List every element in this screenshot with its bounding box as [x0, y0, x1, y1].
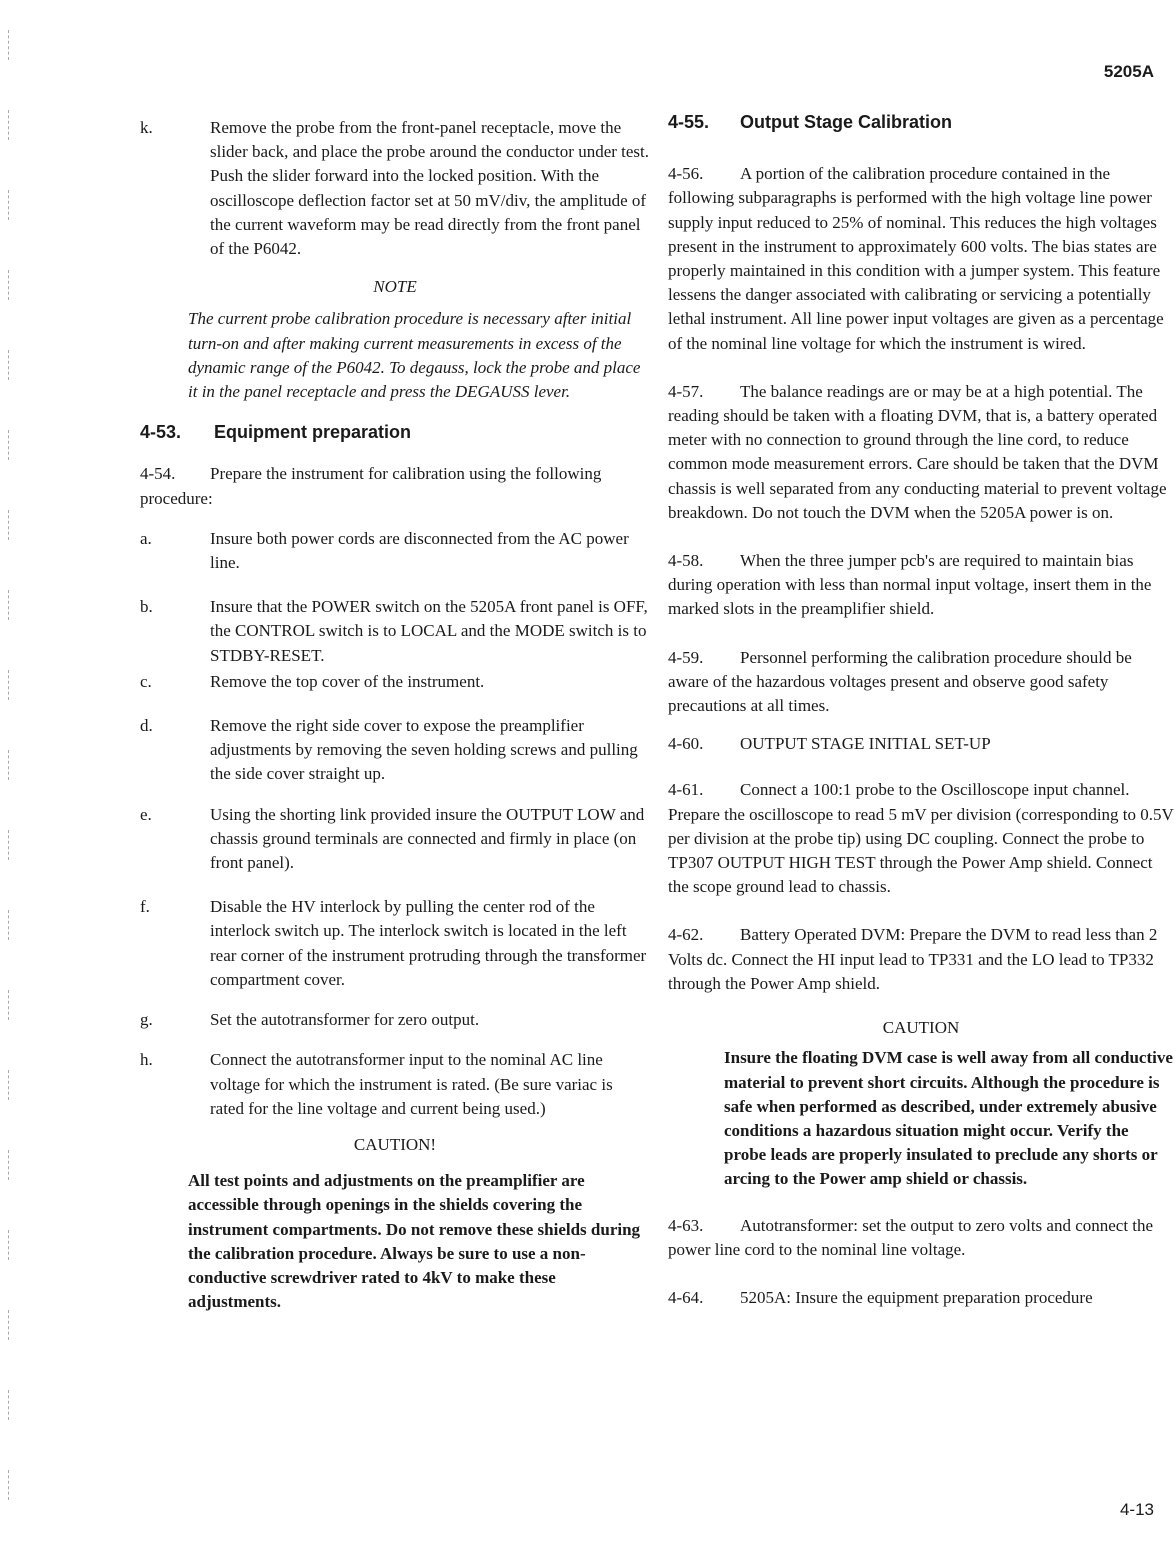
step-text: Remove the right side cover to expose the preamplifier adjustments by removing the seven holding screws and pulling the side cover straight up. [210, 716, 638, 784]
section-title: Equipment preparation [214, 422, 412, 443]
paragraph-number: 4-61. [668, 780, 704, 800]
caution-text: All test points and adjustments on the preamplifier are accessible through openings in the shields covering the instrument compartments. Do not remove these shields during the calibration procedure. Always be sure to use a non-conductive screwdriver rated to 4kV to make these adjustments. [188, 1171, 641, 1312]
paragraph-text: Battery Operated DVM: Prepare the DVM to read less than 2 Volts dc. Connect the HI input lead to TP331 and the LO lead to TP332 through the Power Amp shield. [668, 925, 1158, 993]
step-text: Connect the autotransformer input to the nominal AC line voltage for which the instrument is rated. (Be sure variac is rated for the line voltage and current being used.) [210, 1050, 613, 1118]
paragraph-4-59 [668, 646, 1174, 719]
caution-text: Insure the floating DVM case is well away from all conductive material to prevent short circuits. Although the procedure is safe when performed as described, under extremely abusive conditions a hazardous situation might occur. Verify the probe leads are properly insulated to preclude any shorts or arcing to the Power amp shield or chassis. [724, 1048, 1173, 1189]
step-g [140, 1008, 650, 1032]
paragraph-text: Personnel performing the calibration procedure should be aware of the hazardous voltages present and observe good safety precautions at all times. [668, 647, 1132, 716]
section-heading-4-53 [140, 420, 650, 444]
caution-heading: CAUTION! [353, 1134, 437, 1154]
paragraph-4-56 [668, 162, 1174, 356]
step-label: h. [140, 1050, 153, 1070]
step-text: Remove the probe from the front-panel receptacle, move the slider back, and place the probe around the conductor under test. Push the slider forward into the locked position. With the oscilloscope deflection factor set at 50 mV/div, the amplitude of the current waveform may be read directly from the front panel of the P6042. [210, 118, 650, 259]
paragraph-number: 4-64. [668, 1287, 704, 1307]
step-label: k. [140, 118, 153, 137]
paragraph-number: 4-59. [668, 647, 704, 667]
paragraph-4-64 [668, 1286, 1174, 1310]
step-a [140, 527, 650, 575]
page-number: 4-13 [1119, 1500, 1154, 1519]
step-f [140, 895, 650, 992]
step-c [140, 670, 650, 694]
paragraph-text: 5205A: Insure the equipment preparation procedure [740, 1287, 1093, 1307]
step-label: a. [140, 528, 152, 548]
note-heading: NOTE [373, 277, 417, 297]
scan-edge-marks [2, 0, 20, 1544]
section-heading-4-55 [668, 110, 1174, 134]
step-b [140, 595, 650, 668]
step-label: f. [140, 897, 150, 917]
step-text: Using the shorting link provided insure the OUTPUT LOW and chassis ground terminals are connected and firmly in place (on front panel). [210, 804, 645, 873]
paragraph-4-58 [668, 549, 1174, 622]
page-model-header: 5205A [1103, 62, 1154, 81]
left-column [140, 116, 650, 1314]
step-label: d. [140, 716, 153, 736]
paragraph-4-54 [140, 462, 650, 510]
paragraph-number: 4-63. [668, 1215, 704, 1235]
step-label: e. [140, 804, 152, 824]
paragraph-text: Connect a 100:1 probe to the Oscilloscope input channel. Prepare the oscilloscope to read 5 mV per division (corresponding to 0.5V per division at the probe tip) using DC coupling. Connect the probe to TP307 OUTPUT HIGH TEST through the Power Amp shield. Connect the scope ground lead to chassis. [668, 780, 1174, 897]
paragraph-number: 4-57. [668, 381, 704, 401]
paragraph-4-63 [668, 1214, 1174, 1262]
step-label: b. [140, 597, 153, 617]
paragraph-number: 4-56. [668, 164, 704, 184]
paragraph-text: The balance readings are or may be at a high potential. The reading should be taken with a floating DVM, that is, a battery operated meter with no connection to ground through the line cord, to reduce common mode measurement errors. Care should be taken that the DVM chassis is well separated from any conducting material to prevent voltage breakdown. Do not touch the DVM when the 5205A power is on. [668, 381, 1167, 522]
step-h [140, 1048, 650, 1121]
paragraph-4-61 [668, 778, 1174, 899]
paragraph-4-62 [668, 923, 1174, 996]
paragraph-number: 4-54. [140, 464, 176, 484]
paragraph-4-57 [668, 380, 1174, 525]
caution-heading: CAUTION [882, 1018, 960, 1038]
step-text: Insure that the POWER switch on the 5205A front panel is OFF, the CONTROL switch is to LOCAL and the MODE switch is to STDBY-RESET. [210, 597, 648, 665]
paragraph-number: 4-58. [668, 551, 704, 571]
step-k [140, 116, 650, 261]
step-d [140, 714, 650, 787]
paragraph-text: Autotransformer: set the output to zero volts and connect the power line cord to the nominal line voltage. [668, 1215, 1154, 1259]
paragraph-text: A portion of the calibration procedure contained in the following subparagraphs is performed with the high voltage line power supply input reduced to 25% of nominal. This reduces the high voltages present in the instrument to approximately 600 volts. The bias states are properly maintained in this condition with a jumper system. This feature lessens the danger associated with calibrating or servicing a potentially lethal instrument. All line power input voltages are given as a percentage of the nominal line voltage for which the instrument is wired. [668, 164, 1164, 353]
right-column [668, 110, 1174, 1310]
section-number: 4-53. [140, 422, 182, 443]
step-label: g. [140, 1010, 153, 1030]
paragraph-number: 4-60. [668, 734, 704, 754]
paragraph-text: OUTPUT STAGE INITIAL SET-UP [740, 734, 991, 754]
step-text: Insure both power cords are disconnected from the AC power line. [210, 528, 629, 573]
section-title: Output Stage Calibration [740, 112, 953, 132]
paragraph-4-60 [668, 732, 1174, 756]
step-text: Remove the top cover of the instrument. [210, 671, 485, 691]
step-text: Set the autotransformer for zero output. [210, 1010, 480, 1030]
paragraph-number: 4-62. [668, 925, 704, 945]
section-number: 4-55. [668, 112, 710, 132]
paragraph-text: When the three jumper pcb's are required to maintain bias during operation with less than normal input voltage, insert them in the marked slots in the preamplifier shield. [668, 551, 1152, 619]
step-e [140, 803, 650, 876]
note-text: The current probe calibration procedure is necessary after initial turn-on and after making current measurements in excess of the dynamic range of the P6042. To degauss, lock the probe and place it in the panel receptacle and press the DEGAUSS lever. [188, 309, 641, 402]
paragraph-text: Prepare the instrument for calibration using the following procedure: [140, 464, 602, 508]
step-label: c. [140, 671, 152, 691]
step-text: Disable the HV interlock by pulling the center rod of the interlock switch up. The interlock switch is located in the left rear corner of the instrument protruding through the transformer compartment cover. [210, 897, 647, 989]
